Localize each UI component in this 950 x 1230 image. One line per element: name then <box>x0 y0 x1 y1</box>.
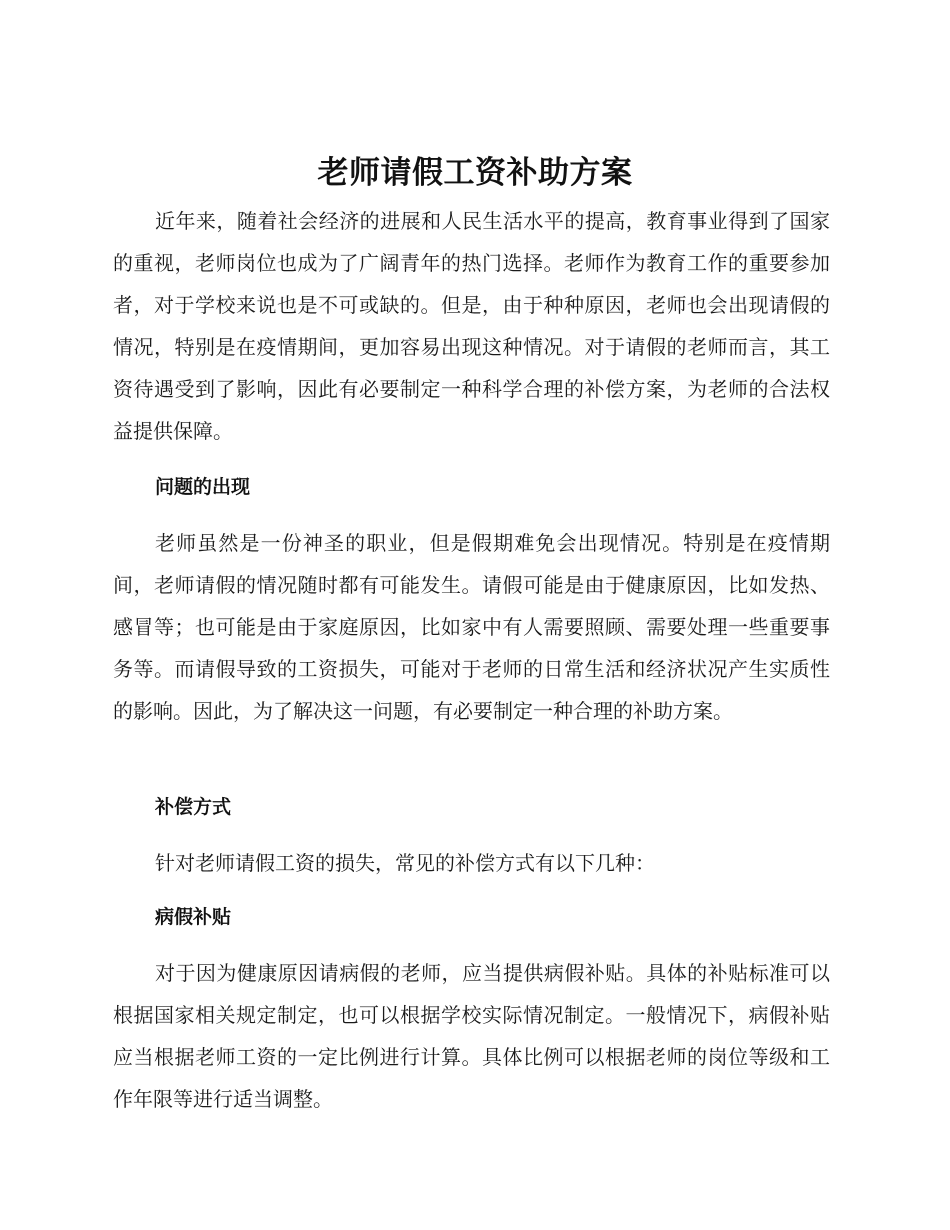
section-sick-leave-paragraph: 对于因为健康原因请病假的老师，应当提供病假补贴。具体的补贴标准可以根据国家相关规定制定，也可以根据学校实际情况制定。一般情况下，病假补贴应当根据老师工资的一定比例进行计算。具体比例可以根据老师的岗位等级和工作年限等进行适当调整。 <box>113 961 830 1111</box>
section-heading-sick-leave: 病假补贴 <box>155 906 232 928</box>
section-problem-block <box>113 522 830 732</box>
document-title: 老师请假工资补助方案 <box>317 155 633 191</box>
section-problem-paragraph: 老师虽然是一份神圣的职业，但是假期难免会出现情况。特别是在疫情期间，老师请假的情况随时都有可能发生。请假可能是由于健康原因，比如发热、感冒等；也可能是由于家庭原因，比如家中有人需要照顾、需要处理一些重要事务等。而请假导致的工资损失，可能对于老师的日常生活和经济状况产生实质性的影响。因此，为了解决这一问题，有必要制定一种合理的补助方案。 <box>113 531 830 723</box>
intro-paragraph: 近年来，随着社会经济的进展和人民生活水平的提高，教育事业得到了国家的重视，老师岗位也成为了广阔青年的热门选择。老师作为教育工作的重要参加者，对于学校来说也是不可或缺的。但是，由于种种原因，老师也会出现请假的情况，特别是在疫情期间，更加容易出现这种情况。对于请假的老师而言，其工资待遇受到了影响，因此有必要制定一种科学合理的补偿方案，为老师的合法权益提供保障。 <box>113 209 830 443</box>
section-compensation-block <box>113 842 830 884</box>
section-heading-problem: 问题的出现 <box>155 476 251 498</box>
intro-block <box>113 200 830 452</box>
section-heading-compensation: 补偿方式 <box>155 796 232 818</box>
section-compensation-paragraph: 针对老师请假工资的损失，常见的补偿方式有以下几种： <box>155 851 655 875</box>
section-sick-leave-block <box>113 952 830 1120</box>
